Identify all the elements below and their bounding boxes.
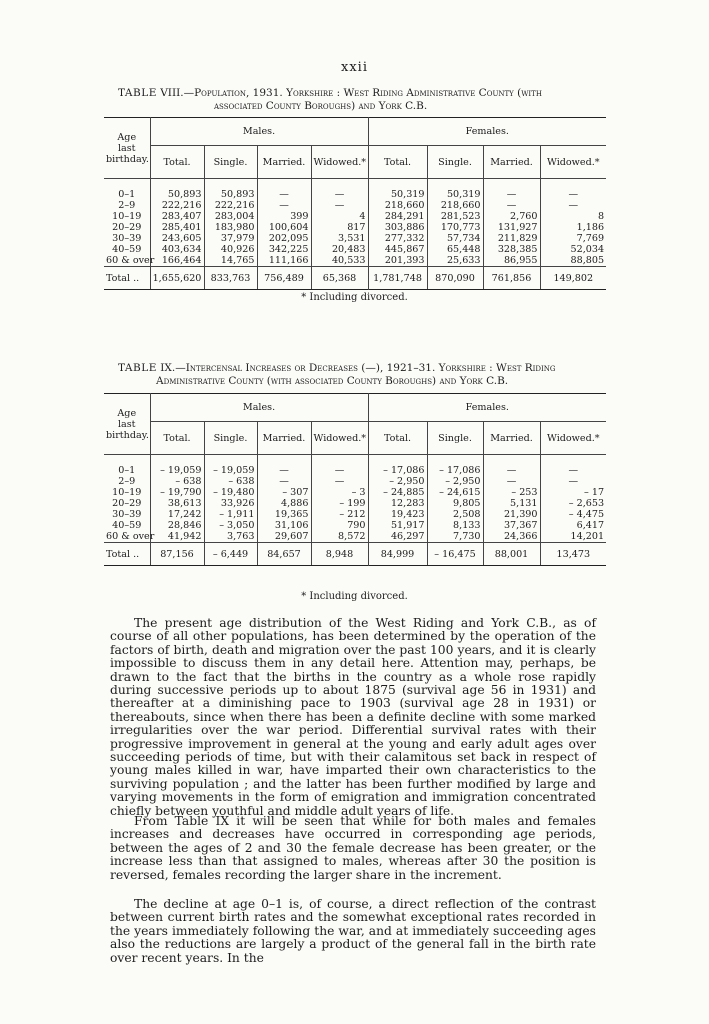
age-header: Age last birthday. (104, 118, 150, 179)
cell-m-single: 50,893 (204, 189, 257, 200)
cell-m-married: 4,886 (257, 498, 311, 509)
cell-f-total: – 2,950 (368, 476, 427, 487)
cell-m-married: — (257, 476, 311, 487)
cell-f-married: 2,760 (483, 211, 540, 222)
cell-m-widowed: — (311, 476, 368, 487)
cell-f-widowed: 6,417 (576, 520, 605, 531)
age-header: Age last birthday. (104, 394, 150, 455)
cell-m-married: 19,365 (257, 509, 311, 520)
cell-f-married: 86,955 (483, 255, 540, 267)
cell-m-single: 283,004 (204, 211, 257, 222)
cell-f-married: 131,927 (483, 222, 540, 233)
table9-caption (118, 362, 598, 388)
cell-f-married: 24,366 (483, 531, 540, 543)
cell-f-total: 46,297 (368, 531, 427, 543)
cell-f-widowed: — (568, 189, 579, 200)
cell-m-single: – 3,050 (204, 520, 257, 531)
cell-age: 20–29 (104, 498, 150, 509)
table8-title-line2: associated County Boroughs) and York C.B. (214, 100, 428, 112)
cell-f-widowed: – 2,653 (568, 498, 605, 509)
cell-m-married: 399 (257, 211, 311, 222)
cell-m-total: 50,893 (150, 189, 204, 200)
cell-m-single: – 6,449 (204, 543, 257, 566)
cell-f-total: – 17,086 (368, 465, 427, 476)
cell-f-widowed: 14,201 (570, 531, 605, 542)
table8-caption (118, 87, 598, 113)
cell-f-single: 2,508 (427, 509, 483, 520)
cell-f-single: 7,730 (427, 531, 483, 543)
table8 (104, 117, 606, 290)
cell-f-total: 51,917 (368, 520, 427, 531)
cell-m-single: – 19,059 (204, 465, 257, 476)
body-paragraph-2: From Table IX it will be seen that while for both males and females increases and decreases have occurred in corresponding age periods, between the ages of 2 and 30 the female decrease has been greater, or the increase less than that assigned to males, whereas after 30 the position is reversed, females recording the larger share in the increment. (110, 814, 596, 882)
cell-age: 0–1 (104, 465, 150, 476)
cell-f-widowed: 8 (597, 211, 605, 222)
table8-number: VIII. (160, 87, 184, 99)
cell-f-single: 8,133 (427, 520, 483, 531)
cell-f-single: – 24,615 (427, 487, 483, 498)
cell-age: 0–1 (104, 189, 150, 200)
cell-f-married: 88,001 (483, 543, 540, 566)
cell-f-total: 445,867 (368, 244, 427, 255)
cell-m-married: 100,604 (257, 222, 311, 233)
cell-m-total: 28,846 (150, 520, 204, 531)
cell-m-widowed: 790 (311, 520, 368, 531)
cell-m-widowed: 65,368 (311, 267, 368, 290)
cell-m-married: 29,607 (257, 531, 311, 543)
cell-m-total: – 19,059 (150, 465, 204, 476)
cell-f-single: 870,090 (427, 267, 483, 290)
table-row (104, 520, 606, 531)
page-number: xxii (341, 60, 368, 75)
cell-m-total: 17,242 (150, 509, 204, 520)
cell-m-widowed: 3,531 (311, 233, 368, 244)
cell-m-total: – 638 (150, 476, 204, 487)
cell-f-married: – 253 (483, 487, 540, 498)
cell-age: 2–9 (104, 200, 150, 211)
table8-title-line1: —Population, 1931. Yorkshire : West Riding Administrative County (with (183, 87, 542, 99)
table-row (104, 487, 606, 498)
cell-m-married: — (257, 200, 311, 211)
males-group-header: Males. (150, 394, 368, 422)
cell-m-single: 833,763 (204, 267, 257, 290)
cell-f-single: – 16,475 (427, 543, 483, 566)
cell-f-total: – 24,885 (368, 487, 427, 498)
cell-m-total: 285,401 (150, 222, 204, 233)
table9 (104, 393, 606, 566)
females-group-header: Females. (368, 394, 606, 422)
cell-f-widowed: 1,186 (576, 222, 605, 233)
cell-m-widowed: 20,483 (311, 244, 368, 255)
table-row (104, 200, 606, 211)
body-paragraph-1: The present age distribution of the West Riding and York C.B., as of course of all other populations, has been determined by the operation of the factors of birth, death and migration over the past 100 years, and it is clearly impossible to discuss them in any detail here. Attention may, perhaps, be drawn to the fact that the births in the country as a whole rose rapidly during successive periods up to about 1875 (survival age 56 in 1931) and thereafter at a diminishing pace to 1903 (survival age 28 in 1931) or thereabouts, since when there has been a definite decline with some marked irregularities over the war period. Differential survival rates with their progressive improvement in general at the young and early adult ages over succeeding periods of time, but with their calamitous set back in respect of young males killed in war, have imparted their own characteristics to the surviving population ; and the latter has been further modified by large and varying movements in the form of emigration and immigration concentrated chiefly between youthful and middle adult years of life. (110, 616, 596, 818)
cell-f-married: 761,856 (483, 267, 540, 290)
cell-f-married: — (483, 200, 540, 211)
cell-f-widowed: — (568, 476, 579, 487)
cell-m-single: 183,980 (204, 222, 257, 233)
table-row (104, 509, 606, 520)
cell-m-total: 87,156 (150, 543, 204, 566)
table-row (104, 189, 606, 200)
cell-f-single: 9,805 (427, 498, 483, 509)
cell-f-total: 218,660 (368, 200, 427, 211)
cell-m-widowed: — (311, 200, 368, 211)
cell-f-married: 37,367 (483, 520, 540, 531)
cell-m-widowed: – 3 (311, 487, 368, 498)
cell-f-single: 281,523 (427, 211, 483, 222)
cell-f-widowed: 13,473 (540, 543, 606, 566)
cell-m-widowed: 8,948 (311, 543, 368, 566)
cell-m-married: – 307 (257, 487, 311, 498)
cell-m-single: – 638 (204, 476, 257, 487)
cell-f-married: — (483, 476, 540, 487)
table9-title-line2: Administrative County (with associated County Boroughs) and York C.B. (156, 375, 509, 387)
cell-age: 30–39 (104, 233, 150, 244)
table-row (104, 244, 606, 255)
cell-m-widowed: 40,533 (311, 255, 368, 267)
cell-f-married: 5,131 (483, 498, 540, 509)
cell-m-widowed: 4 (311, 211, 368, 222)
cell-f-widowed: 7,769 (576, 233, 605, 244)
females-group-header: Females. (368, 118, 606, 146)
cell-m-widowed: — (311, 189, 368, 200)
cell-f-married: 328,385 (483, 244, 540, 255)
cell-f-married: — (483, 189, 540, 200)
cell-f-single: – 17,086 (427, 465, 483, 476)
cell-m-total: 41,942 (150, 531, 204, 543)
cell-f-total: 284,291 (368, 211, 427, 222)
table9-footnote: * Including divorced. (301, 591, 408, 602)
cell-m-total: 222,216 (150, 200, 204, 211)
cell-age: 2–9 (104, 476, 150, 487)
cell-age: Total .. (104, 267, 150, 290)
cell-m-married: — (257, 465, 311, 476)
cell-f-total: 303,886 (368, 222, 427, 233)
cell-f-total: 1,781,748 (368, 267, 427, 290)
cell-m-total: 166,464 (150, 255, 204, 267)
cell-f-single: 25,633 (427, 255, 483, 267)
cell-age: 60 & over (106, 531, 155, 542)
cell-m-married: 342,225 (257, 244, 311, 255)
cell-f-married: 211,829 (483, 233, 540, 244)
total-row (104, 267, 606, 290)
cell-m-widowed: – 199 (311, 498, 368, 509)
table-row (104, 255, 606, 267)
cell-m-single: 14,765 (204, 255, 257, 267)
cell-f-married: 21,390 (483, 509, 540, 520)
body-paragraph-3: The decline at age 0–1 is, of course, a direct reflection of the contrast between current birth rates and the somewhat exceptional rates recorded in the years immediately following the war, and at immediately succeeding ages also the reductions are largely a product of the general fall in the birth rate over recent years. In the (110, 897, 596, 965)
cell-f-single: 218,660 (427, 200, 483, 211)
cell-m-single: 222,216 (204, 200, 257, 211)
table-row (104, 476, 606, 487)
cell-m-married: 202,095 (257, 233, 311, 244)
table8-label: TABLE (118, 87, 157, 99)
cell-f-single: 57,734 (427, 233, 483, 244)
cell-m-single: 40,926 (204, 244, 257, 255)
cell-age: 40–59 (104, 244, 150, 255)
table8-footnote: * Including divorced. (301, 292, 408, 303)
subheader-row: Total. Single. Married. Widowed.* Total. Single. Married. Widowed.* (104, 146, 606, 179)
cell-f-widowed: 149,802 (540, 267, 606, 290)
cell-f-total: 50,319 (368, 189, 427, 200)
subheader-row: Total. Single. Married. Widowed.* Total. Single. Married. Widowed.* (104, 422, 606, 455)
males-group-header: Males. (150, 118, 368, 146)
cell-f-total: 277,332 (368, 233, 427, 244)
cell-f-total: 84,999 (368, 543, 427, 566)
cell-f-widowed: – 17 (584, 487, 605, 498)
cell-f-married: — (483, 465, 540, 476)
cell-f-single: 65,448 (427, 244, 483, 255)
cell-age: 10–19 (104, 211, 150, 222)
cell-m-married: 31,106 (257, 520, 311, 531)
cell-f-single: 170,773 (427, 222, 483, 233)
table-row (104, 531, 606, 543)
cell-f-widowed: 52,034 (570, 244, 605, 255)
table9-label: TABLE (118, 362, 157, 374)
cell-m-married: 111,166 (257, 255, 311, 267)
cell-f-total: 201,393 (368, 255, 427, 267)
cell-m-single: – 1,911 (204, 509, 257, 520)
cell-m-total: 243,605 (150, 233, 204, 244)
table-row (104, 222, 606, 233)
cell-f-total: 12,283 (368, 498, 427, 509)
cell-m-widowed: – 212 (311, 509, 368, 520)
cell-m-total: – 19,790 (150, 487, 204, 498)
cell-m-single: – 19,480 (204, 487, 257, 498)
table-row (104, 211, 606, 222)
cell-age: 30–39 (104, 509, 150, 520)
cell-f-widowed: 88,805 (570, 255, 605, 266)
cell-age: 40–59 (104, 520, 150, 531)
cell-m-married: 756,489 (257, 267, 311, 290)
cell-m-total: 1,655,620 (150, 267, 204, 290)
cell-age: 10–19 (104, 487, 150, 498)
cell-m-married: 84,657 (257, 543, 311, 566)
cell-m-widowed: 8,572 (311, 531, 368, 543)
cell-m-total: 38,613 (150, 498, 204, 509)
cell-m-widowed: — (311, 465, 368, 476)
cell-m-total: 283,407 (150, 211, 204, 222)
cell-m-single: 33,926 (204, 498, 257, 509)
cell-m-married: — (257, 189, 311, 200)
cell-f-widowed: — (568, 465, 579, 476)
cell-m-total: 403,634 (150, 244, 204, 255)
cell-m-widowed: 817 (311, 222, 368, 233)
cell-m-single: 37,979 (204, 233, 257, 244)
cell-f-total: 19,423 (368, 509, 427, 520)
cell-f-single: – 2,950 (427, 476, 483, 487)
table9-title-line1: —Intercensal Increases or Decreases (—), 1921–31. Yorkshire : West Riding (175, 362, 556, 374)
cell-age: Total .. (104, 543, 150, 566)
cell-age: 20–29 (104, 222, 150, 233)
table-row (104, 498, 606, 509)
cell-m-single: 3,763 (204, 531, 257, 543)
table-row (104, 465, 606, 476)
table9-number: IX. (160, 362, 176, 374)
total-row (104, 543, 606, 566)
cell-f-widowed: — (568, 200, 579, 211)
cell-f-widowed: – 4,475 (568, 509, 605, 520)
cell-f-single: 50,319 (427, 189, 483, 200)
cell-age: 60 & over (106, 255, 155, 266)
table-row (104, 233, 606, 244)
